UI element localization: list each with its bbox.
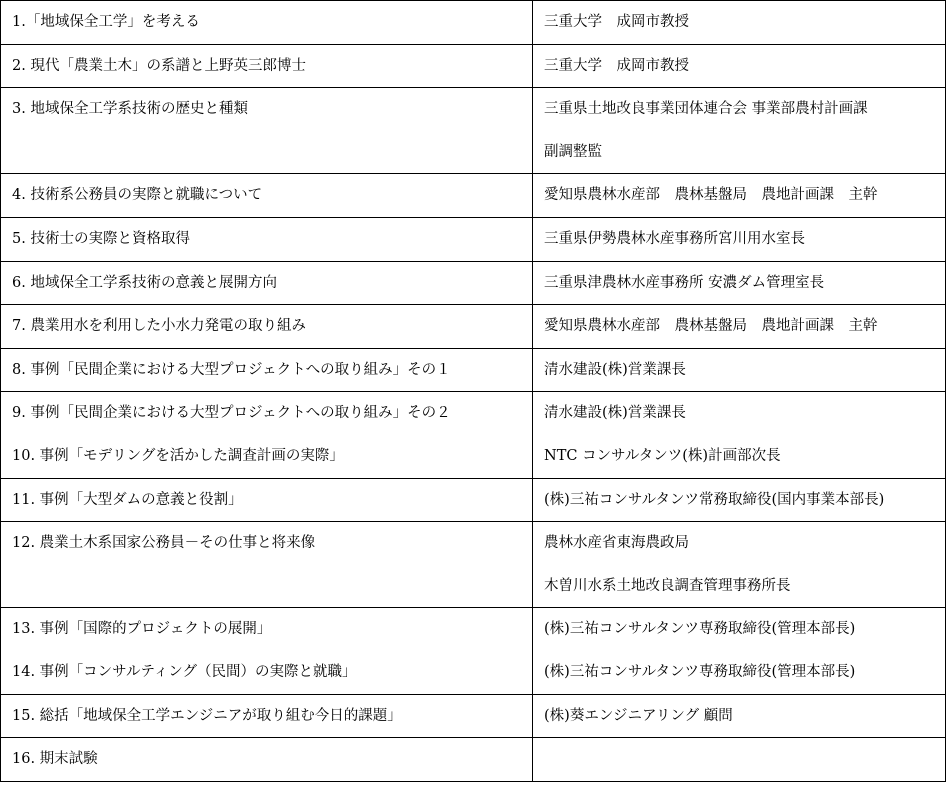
topic-text: 6. 地域保全工学系技術の意義と展開方向 bbox=[12, 274, 277, 291]
table-row bbox=[1, 305, 946, 349]
lecturer-cell bbox=[533, 305, 946, 349]
lecturer-text: 三重県伊勢農林水産事務所宮川用水室長 bbox=[544, 230, 805, 247]
topic-text: 8. 事例「民間企業における大型プロジェクトへの取り組み」その１ bbox=[12, 361, 451, 378]
lecturer-text: 三重県津農林水産事務所 安濃ダム管理室長 bbox=[544, 274, 825, 291]
table-row bbox=[1, 392, 946, 478]
topic-cell bbox=[1, 392, 533, 478]
topic-text: 12. 農業土木系国家公務員－その仕事と将来像 bbox=[12, 535, 316, 552]
lecturer-text: (株)三祐コンサルタンツ常務取締役(国内事業本部長) bbox=[544, 491, 885, 508]
topic-text: 14. 事例「コンサルティング（民間）の実際と就職」 bbox=[12, 663, 357, 680]
table-row bbox=[1, 88, 946, 174]
lecturer-cell bbox=[533, 217, 946, 261]
lecturer-text: (株)葵エンジニアリング 顧問 bbox=[544, 707, 733, 724]
lecturer-text: 副調整監 bbox=[544, 143, 602, 160]
lecturer-text: 三重大学 成岡市教授 bbox=[544, 57, 689, 74]
lecturer-text: 三重大学 成岡市教授 bbox=[544, 14, 689, 30]
topic-text: 13. 事例「国際的プロジェクトの展開」 bbox=[12, 621, 272, 638]
lecturer-text: 愛知県農林水産部 農林基盤局 農地計画課 主幹 bbox=[544, 187, 878, 204]
topic-cell bbox=[1, 305, 533, 349]
lecturer-cell bbox=[533, 522, 946, 608]
table-row bbox=[1, 522, 946, 608]
table-row bbox=[1, 44, 946, 88]
lecturer-cell bbox=[533, 478, 946, 522]
topic-text: 1.「地域保全工学」を考える bbox=[12, 14, 200, 30]
topic-text: 9. 事例「民間企業における大型プロジェクトへの取り組み」その２ bbox=[12, 405, 451, 422]
topic-text: 16. 期末試験 bbox=[12, 751, 98, 768]
topic-cell bbox=[1, 88, 533, 174]
table-row bbox=[1, 1, 946, 45]
table-row bbox=[1, 261, 946, 305]
table-row bbox=[1, 348, 946, 392]
topic-cell bbox=[1, 217, 533, 261]
topic-cell bbox=[1, 522, 533, 608]
lecturer-cell bbox=[533, 392, 946, 478]
lecturer-cell bbox=[533, 738, 946, 782]
lecturer-text bbox=[544, 738, 945, 781]
topic-cell bbox=[1, 694, 533, 738]
topic-cell bbox=[1, 44, 533, 88]
table-row bbox=[1, 608, 946, 694]
lecturer-cell bbox=[533, 261, 946, 305]
topic-cell bbox=[1, 348, 533, 392]
lecturer-text: 木曽川水系土地改良調査管理事務所長 bbox=[544, 577, 791, 594]
lecturer-cell bbox=[533, 1, 946, 45]
lecturer-text: NTC コンサルタンツ(株)計画部次長 bbox=[544, 447, 781, 464]
lecturer-text: (株)三祐コンサルタンツ専務取締役(管理本部長) bbox=[544, 663, 856, 680]
topic-cell bbox=[1, 608, 533, 694]
lecturer-cell bbox=[533, 174, 946, 218]
topic-text: 11. 事例「大型ダムの意義と役割」 bbox=[12, 491, 243, 508]
lecturer-text: 清水建設(株)営業課長 bbox=[544, 405, 686, 422]
lecturer-cell bbox=[533, 608, 946, 694]
topic-text: 4. 技術系公務員の実際と就職について bbox=[12, 187, 263, 204]
table-row bbox=[1, 478, 946, 522]
table-row bbox=[1, 174, 946, 218]
topic-text: 2. 現代「農業土木」の系譜と上野英三郎博士 bbox=[12, 57, 306, 74]
lecturer-text: 清水建設(株)営業課長 bbox=[544, 361, 686, 378]
table-row bbox=[1, 217, 946, 261]
topic-cell bbox=[1, 478, 533, 522]
lecturer-cell bbox=[533, 88, 946, 174]
topic-cell bbox=[1, 738, 533, 782]
topic-text: 3. 地域保全工学系技術の歴史と種類 bbox=[12, 101, 248, 118]
lecturer-cell bbox=[533, 348, 946, 392]
table-row bbox=[1, 694, 946, 738]
table-row bbox=[1, 738, 946, 782]
lecturer-cell bbox=[533, 694, 946, 738]
topic-cell bbox=[1, 174, 533, 218]
topic-cell bbox=[1, 261, 533, 305]
topic-text: 5. 技術士の実際と資格取得 bbox=[12, 230, 190, 247]
topic-text: 15. 総括「地域保全工学エンジニアが取り組む今日的課題」 bbox=[12, 707, 402, 724]
lecturer-text: 農林水産省東海農政局 bbox=[544, 535, 689, 552]
lecturer-text: 愛知県農林水産部 農林基盤局 農地計画課 主幹 bbox=[544, 318, 878, 335]
topic-cell bbox=[1, 1, 533, 45]
lecturer-text: (株)三祐コンサルタンツ専務取締役(管理本部長) bbox=[544, 621, 856, 638]
topic-text: 10. 事例「モデリングを活かした調査計画の実際」 bbox=[12, 447, 344, 464]
lecturer-cell bbox=[533, 44, 946, 88]
lecturer-text: 三重県土地改良事業団体連合会 事業部農村計画課 bbox=[544, 101, 868, 118]
topic-text: 7. 農業用水を利用した小水力発電の取り組み bbox=[12, 318, 306, 335]
